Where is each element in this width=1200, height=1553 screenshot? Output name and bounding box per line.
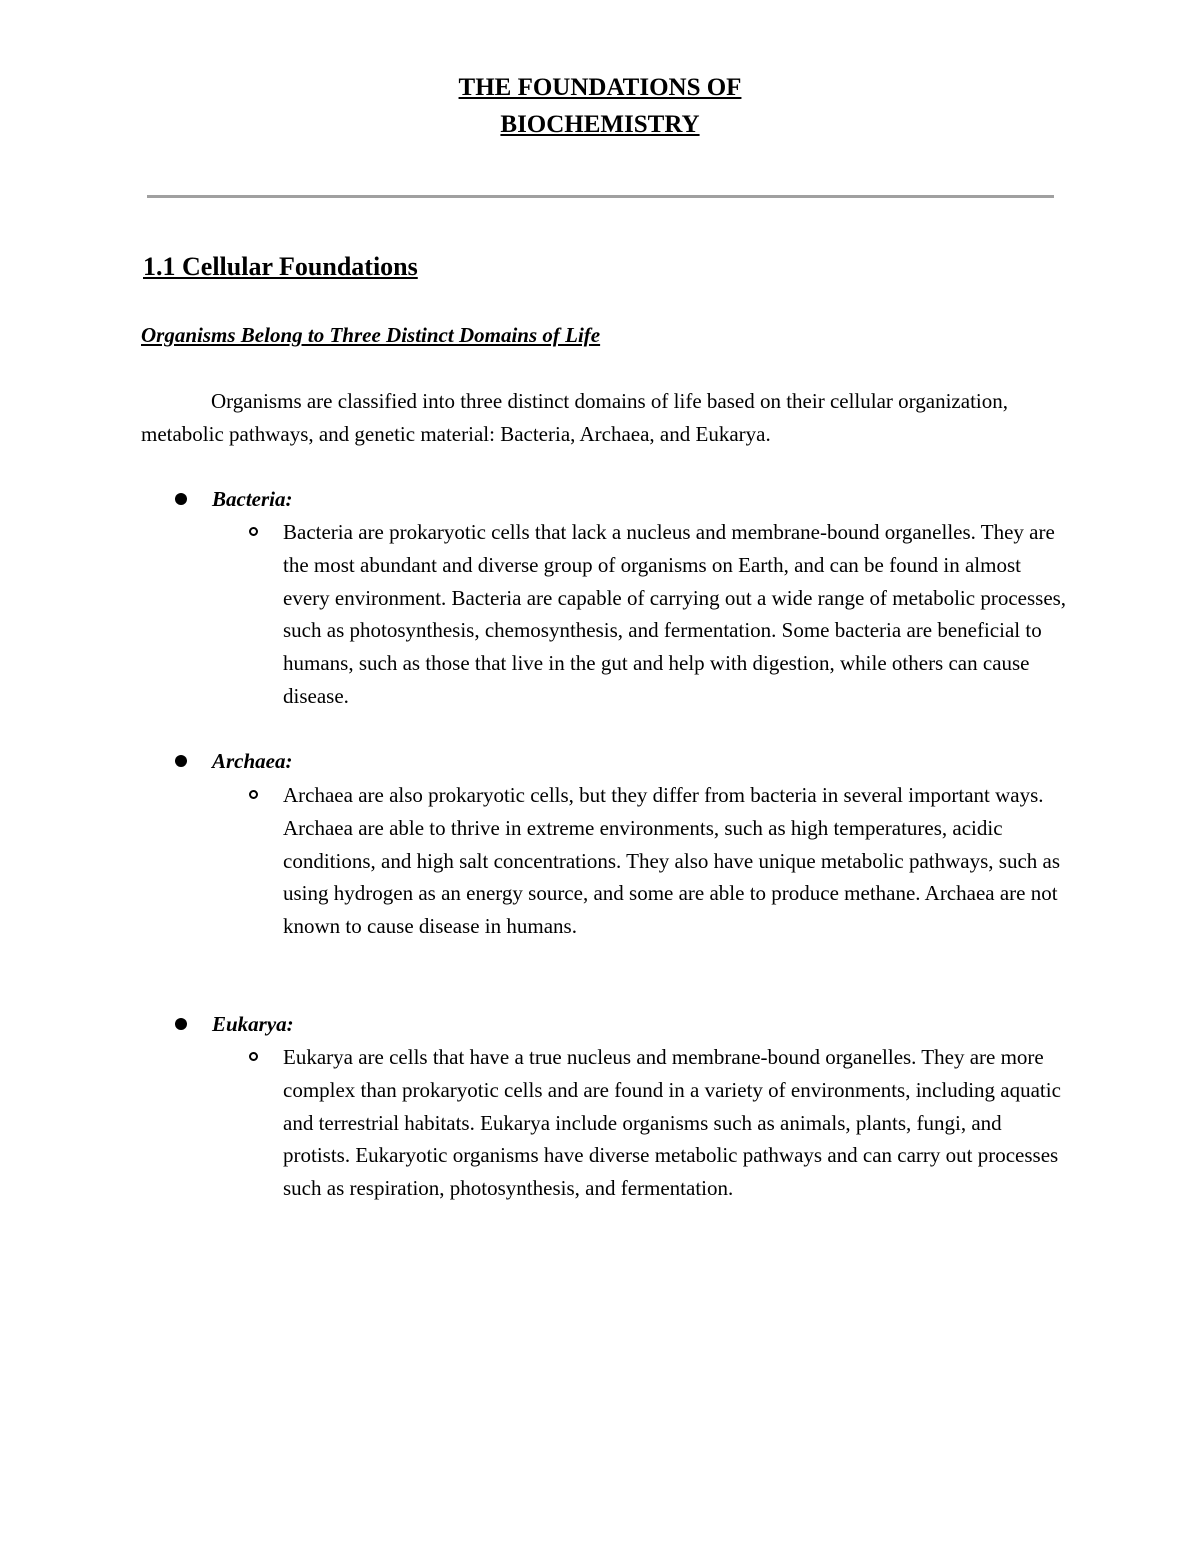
bullet-icon xyxy=(175,755,187,767)
bullet-icon xyxy=(175,493,187,505)
domain-description-bacteria: Bacteria are prokaryotic cells that lack a nucleus and membrane-bound organelles. They are the most abundant and diverse group of organisms on Earth, and can be found in almost every environment. Bacteria are capable of carrying out a wide range of metabolic processes, such as photosynthesis, chemosynthesis, and fermentation. Some bacteria are beneficial to humans, such as those that live in the gut and help with digestion, while others can cause disease. xyxy=(283,520,1067,708)
domain-label-archaea: Archaea: xyxy=(212,749,293,773)
domain-label-bacteria: Bacteria: xyxy=(212,487,293,511)
domain-description-eukarya: Eukarya are cells that have a true nucleus and membrane-bound organelles. They are more complex than prokaryotic cells and are found in a variety of environments, including aquatic and terrestrial habitats. Eukarya include organisms such as animals, plants, fungi, and protists. Eukaryotic organisms have diverse metabolic pathways and can carry out processes such as respiration, photosynthesis, and fermentation. xyxy=(283,1045,1061,1201)
domain-label-eukarya: Eukarya: xyxy=(212,1012,294,1036)
sub-bullet-icon xyxy=(249,527,258,536)
domain-description-archaea: Archaea are also prokaryotic cells, but they differ from bacteria in several important ways. Archaea are able to thrive in extreme environments, such as high temperatures, acidic conditions, and high salt concentrations. They also have unique metabolic pathways, such as using hydrogen as an energy source, and some are able to produce methane. Archaea are not known to cause disease in humans. xyxy=(283,783,1061,939)
subheading: Organisms Belong to Three Distinct Domains of Life xyxy=(141,323,601,347)
document-title-line-1: THE FOUNDATIONS OF xyxy=(458,74,742,101)
document-title-line-2: BIOCHEMISTRY xyxy=(500,111,700,138)
horizontal-divider xyxy=(147,195,1054,198)
intro-paragraph: Organisms are classified into three distinct domains of life based on their cellular organization, metabolic pathways, and genetic material: Bacteria, Archaea, and Eukarya. xyxy=(141,389,1008,446)
sub-bullet-icon xyxy=(249,1052,258,1061)
section-heading: 1.1 Cellular Foundations xyxy=(143,252,418,281)
sub-bullet-icon xyxy=(249,790,258,799)
bullet-icon xyxy=(175,1018,187,1030)
